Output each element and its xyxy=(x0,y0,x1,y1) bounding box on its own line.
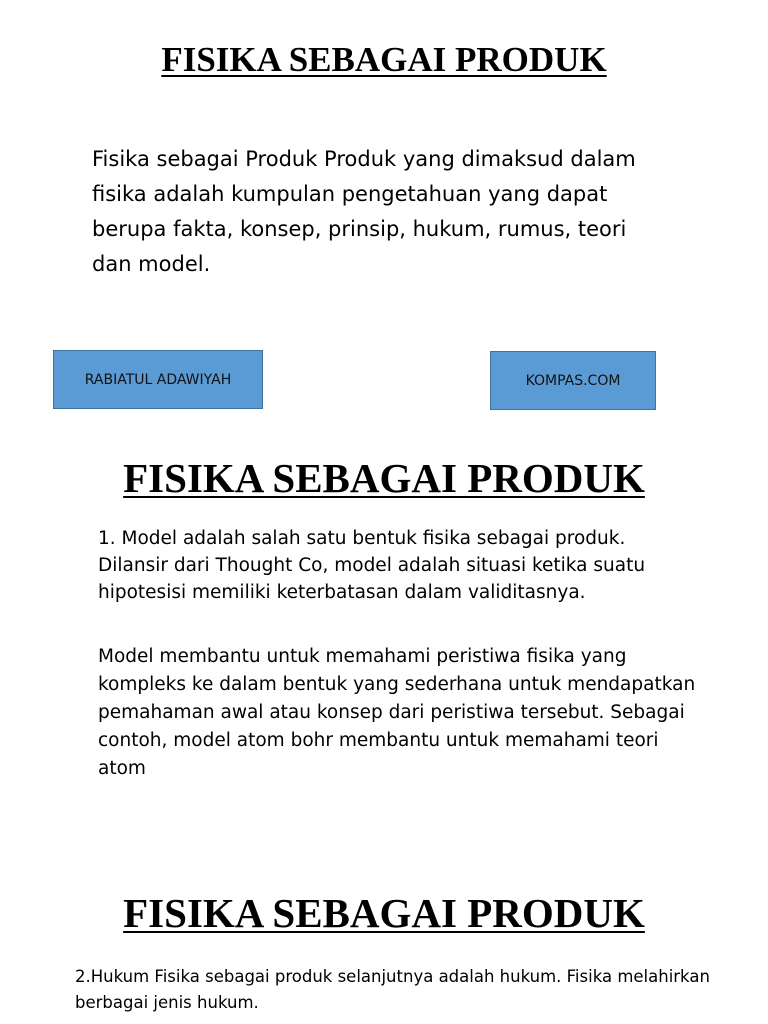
section-title-law: FISIKA SEBAGAI PRODUK xyxy=(123,890,645,936)
intro-paragraph: Fisika sebagai Produk Produk yang dimaksud dalam fisika adalah kumpulan pengetahuan yang dapat berupa fakta, konsep, prinsip, hukum, rumus, teori dan model. xyxy=(92,147,636,276)
author-label: RABIATUL ADAWIYAH xyxy=(84,371,232,388)
model-definition-paragraph: 1. Model adalah salah satu bentuk fisika sebagai produk. Dilansir dari Thought Co, model adalah situasi ketika suatu hipotesisi memiliki keterbatasan dalam validitasnya. xyxy=(98,528,646,603)
model-explanation-paragraph: Model membantu untuk memahami peristiwa fisika yang kompleks ke dalam bentuk yang sederhana untuk mendapatkan pemahaman awal atau konsep dari peristiwa tersebut. Sebagai contoh, model atom bohr membantu untuk memahami teori atom xyxy=(98,646,696,779)
author-label-box xyxy=(53,350,263,409)
source-label-box xyxy=(490,351,656,410)
source-label: KOMPAS.COM xyxy=(525,372,621,389)
page-title: FISIKA SEBAGAI PRODUK xyxy=(161,40,607,79)
section-title-model: FISIKA SEBAGAI PRODUK xyxy=(123,455,645,501)
law-paragraph: 2.Hukum Fisika sebagai produk selanjutnya adalah hukum. Fisika melahirkan berbagai jenis hukum. xyxy=(75,967,710,1012)
